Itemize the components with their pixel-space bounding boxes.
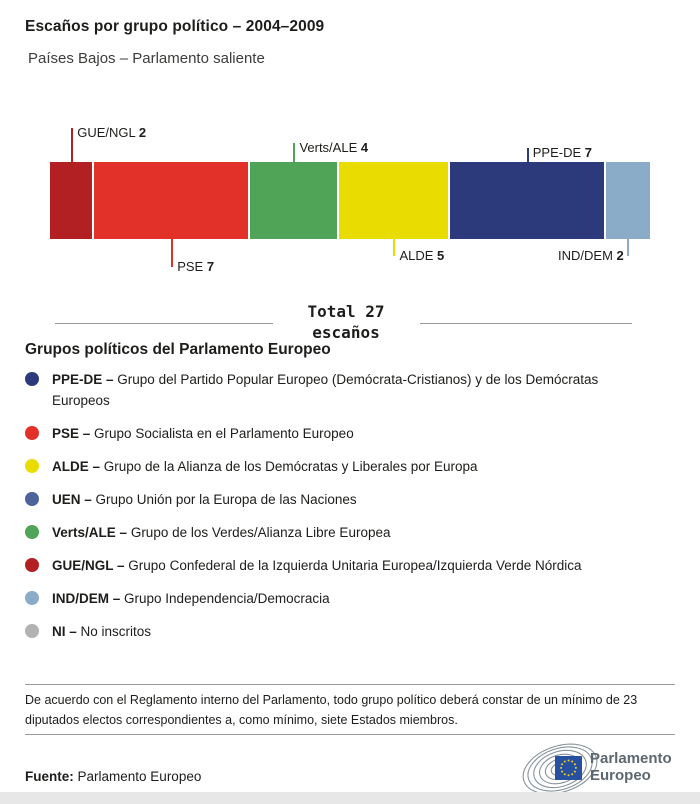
legend-item-text [52,423,354,444]
legend-item-desc: Grupo de la Alianza de los Demócratas y Liberales por Europa [103,459,478,474]
callout-tick-PSE [171,239,173,267]
total-seats-label [271,301,421,343]
legend-item-ppe-de [25,369,673,411]
legend-heading: Grupos políticos del Parlamento Europeo [25,341,331,358]
legend-item-text [52,555,582,576]
legend-item-abbr: PPE-DE – [52,372,114,387]
bar-segment-Verts/ALE [250,162,339,239]
segment-label-ALDE: ALDE 5 [399,248,445,263]
segment-label-PSE: PSE 7 [177,259,215,274]
legend-item-desc: Grupo de los Verdes/Alianza Libre Europea [130,525,391,540]
legend-item-desc: Grupo Independencia/Democracia [124,591,330,606]
legend-color-dot [25,372,39,386]
legend-color-dot [25,525,39,539]
legend-item-desc: Grupo Confederal de la Izquierda Unitaria Europea/Izquierda Verde Nórdica [128,558,582,573]
page-subtitle: Países Bajos – Parlamento saliente [28,50,265,67]
logo-text-line1: Parlamento [590,750,672,767]
legend-item-abbr: UEN – [52,492,92,507]
legend-item-text [52,369,644,411]
legend-color-dot [25,426,39,440]
segment-label-GUE/NGL: GUE/NGL 2 [77,125,147,140]
legend-item-desc: Grupo del Partido Popular Europeo (Demócrata-Cristianos) y de los Demócratas Europeos [52,372,599,408]
legend-item-text [52,489,357,510]
source-line [25,769,201,784]
legend-item-abbr: NI – [52,624,77,639]
legend-item-abbr: IND/DEM – [52,591,121,606]
footnote-rule-top [25,684,675,685]
legend-item-text [52,522,390,543]
bar-segment-GUE/NGL [50,162,94,239]
total-divider-line-right [420,323,632,324]
callout-tick-Verts/ALE [293,143,295,162]
legend-item-abbr: ALDE – [52,459,101,474]
legend-item-ni [25,621,673,642]
bar-segment-PPE-DE [450,162,606,239]
legend-item-desc: Grupo Socialista en el Parlamento Europeo [94,426,354,441]
legend-item-pse [25,423,673,444]
callout-tick-IND/DEM [627,239,629,256]
bar-segment-IND/DEM [606,162,650,239]
bar-segment-ALDE [339,162,450,239]
eu-flag-icon [555,756,582,780]
callout-tick-PPE-DE [527,148,529,162]
ep-logo [514,739,690,795]
legend-item-desc: No inscritos [80,624,152,639]
legend-color-dot [25,624,39,638]
source-text: Parlamento Europeo [77,769,202,784]
legend-item-verts-ale [25,522,673,543]
segment-label-Verts/ALE: Verts/ALE 4 [299,140,369,155]
legend-color-dot [25,492,39,506]
legend-color-dot [25,558,39,572]
legend-item-uen [25,489,673,510]
legend [25,369,673,654]
callout-tick-GUE/NGL [71,128,73,162]
total-divider-line-left [55,323,273,324]
total-seats-unit: escaños [312,323,380,342]
footnote-text: De acuerdo con el Reglamento interno del Parlamento, todo grupo político deberá constar de un mínimo de 23 diputados electos correspondientes a, como mínimo, siete Estados miembros. [25,693,638,727]
bar-segment-PSE [94,162,250,239]
legend-color-dot [25,591,39,605]
legend-item-ind-dem [25,588,673,609]
legend-item-abbr: Verts/ALE – [52,525,128,540]
legend-color-dot [25,459,39,473]
total-seats-value: Total 27 [307,302,385,321]
footnote-rule-bottom [25,734,675,735]
legend-item-gue-ngl [25,555,673,576]
source-label: Fuente: [25,769,74,784]
callout-tick-ALDE [393,239,395,256]
segment-label-PPE-DE: PPE-DE 7 [532,145,593,160]
segment-label-IND/DEM: IND/DEM 2 [558,248,624,263]
page-title: Escaños por grupo político – 2004–2009 [25,18,325,35]
legend-item-abbr: GUE/NGL – [52,558,125,573]
legend-item-text [52,456,478,477]
legend-item-text [52,621,151,642]
footer-strip [0,792,700,804]
legend-item-text [52,588,330,609]
legend-item-alde [25,456,673,477]
seats-bar-chart [0,0,700,300]
legend-item-abbr: PSE – [52,426,91,441]
logo-text-line2: Europeo [590,767,651,784]
legend-item-desc: Grupo Unión por la Europa de las Naciones [95,492,357,507]
